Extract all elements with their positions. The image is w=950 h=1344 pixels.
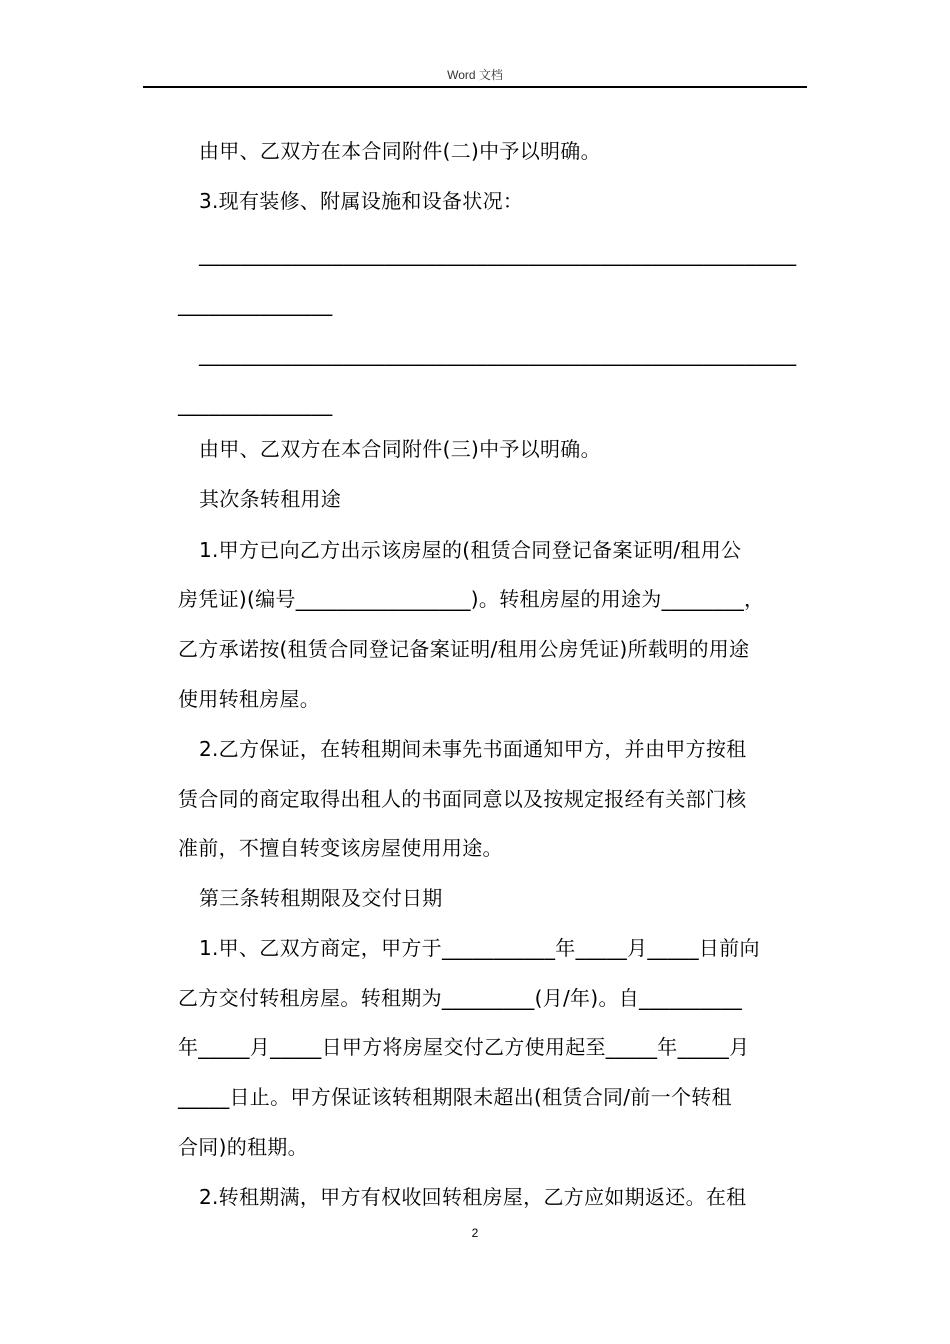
section-heading: 第三条转租期限及交付日期 (199, 886, 443, 910)
paragraph-line: 3.现有装修、附属设施和设备状况： (199, 189, 524, 213)
paragraph-line: 乙方承诺按(租赁合同登记备案证明/租用公房凭证)所载明的用途 (178, 637, 750, 661)
paragraph-line: 由甲、乙双方在本合同附件(三)中予以明确。 (199, 437, 601, 461)
blank-fill-line: _______________ (178, 292, 333, 316)
paragraph-line: _____日止。甲方保证该转租期限未超出(租赁合同/前一个转租 (178, 1085, 732, 1109)
paragraph-line: 由甲、乙双方在本合同附件(二)中予以明确。 (199, 139, 601, 163)
header-rule (143, 86, 807, 88)
page-number: 2 (471, 1226, 479, 1240)
paragraph-line: 准前，不擅自转变该房屋使用用途。 (178, 836, 503, 860)
blank-fill-line: __________________________________________________________ (199, 242, 797, 266)
paragraph-line: 合同)的租期。 (178, 1135, 308, 1159)
paragraph-line: 年_____月_____日甲方将房屋交付乙方使用起至_____年_____月 (178, 1035, 750, 1059)
paragraph-line: 赁合同的商定取得出租人的书面同意以及按规定报经有关部门核 (178, 787, 747, 811)
section-heading: 其次条转租用途 (199, 487, 342, 511)
paragraph-line: 2.转租期满，甲方有权收回转租房屋，乙方应如期返还。在租 (199, 1185, 747, 1209)
paragraph-line: 房凭证)(编号_________________)。转租房屋的用途为________， (178, 587, 765, 611)
paragraph-line: 1.甲方已向乙方出示该房屋的(租赁合同登记备案证明/租用公 (199, 538, 742, 562)
paragraph-line: 乙方交付转租房屋。转租期为_________(月/年)。自__________ (178, 986, 743, 1010)
blank-fill-line: _______________ (178, 392, 333, 416)
paragraph-line: 2.乙方保证，在转租期间未事先书面通知甲方，并由甲方按租 (199, 737, 747, 761)
blank-fill-line: __________________________________________________________ (199, 342, 797, 366)
header-title: Word 文档 (447, 68, 503, 82)
paragraph-line: 1.甲、乙双方商定，甲方于___________年_____月_____日前向 (199, 936, 760, 960)
paragraph-line: 使用转租房屋。 (178, 687, 321, 711)
